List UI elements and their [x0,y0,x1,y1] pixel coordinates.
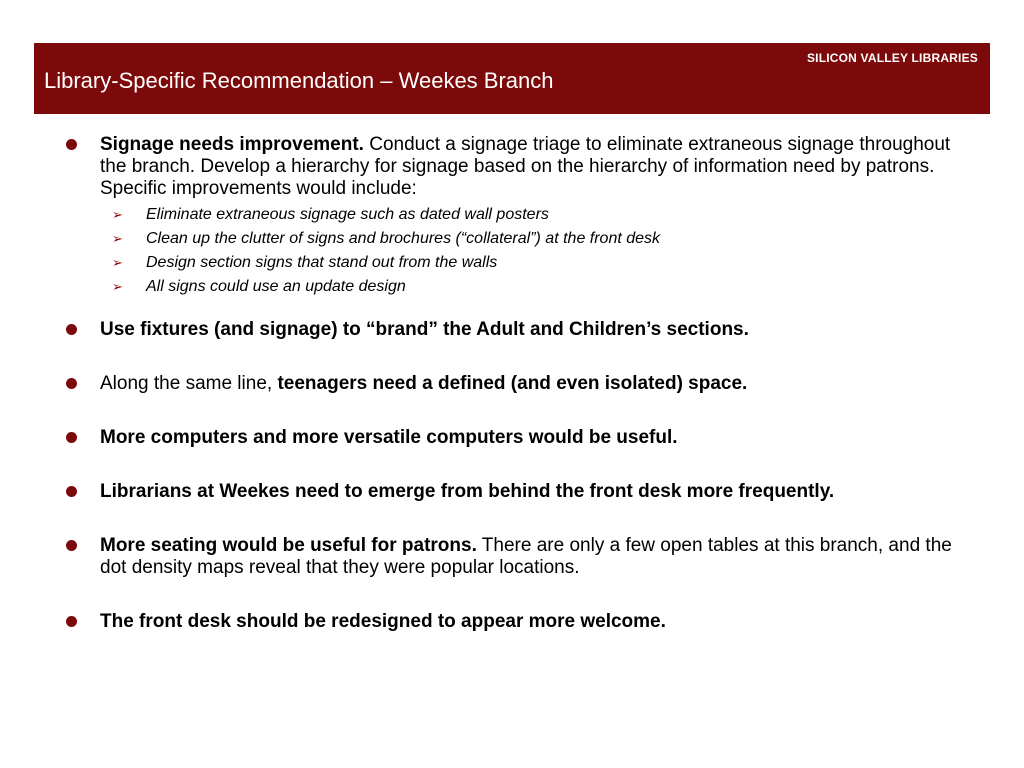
item-heading: More computers and more versatile computers would be useful. [100,427,678,448]
sub-item-text: Eliminate extraneous signage such as dated wall posters [146,206,549,223]
arrow-bullet-icon: ➢ [112,231,123,246]
header-banner [34,43,990,114]
bullet-list [66,134,966,633]
item-heading: Use fixtures (and signage) to “brand” the Adult and Children’s sections. [100,319,749,340]
list-item [66,611,966,633]
page-title: Library-Specific Recommendation – Weekes Branch [44,68,554,93]
bullet-icon [66,378,77,389]
list-item [66,134,966,299]
sub-item [100,251,966,275]
sub-item [100,227,966,251]
brand-label: SILICON VALLEY LIBRARIES [806,51,978,65]
bullet-icon [66,616,77,627]
bullet-icon [66,486,77,497]
item-text: Conduct a signage triage to eliminate extraneous signage throughout the branch. Develop a hierarchy for signage based on the hierarchy of information need by patrons. Specific improvements would include: [100,134,951,199]
list-item [66,535,966,579]
item-heading: More seating would be useful for patrons. [100,535,477,556]
sub-item-text: All signs could use an update design [146,278,406,295]
sub-list [100,203,966,299]
item-heading: teenagers need a defined (and even isolated) space. [277,373,748,394]
item-heading: The front desk should be redesigned to appear more welcome. [100,611,666,632]
item-text: There are only a few open tables at this branch, and the dot density maps reveal that they were popular locations. [100,535,952,578]
arrow-bullet-icon: ➢ [112,279,123,294]
sub-item [100,203,966,227]
bullet-icon [66,139,77,150]
bullet-icon [66,324,77,335]
item-text: Along the same line, [100,373,278,394]
arrow-bullet-icon: ➢ [112,255,123,270]
list-item [66,427,966,449]
arrow-bullet-icon: ➢ [112,207,123,222]
item-heading: Librarians at Weekes need to emerge from behind the front desk more frequently. [100,481,835,502]
bullet-icon [66,432,77,443]
item-heading: Signage needs improvement. [100,134,364,155]
bullet-icon [66,540,77,551]
list-item [66,481,966,503]
sub-item [100,275,966,299]
list-item [66,373,966,395]
sub-item-text: Design section signs that stand out from the walls [146,254,498,271]
sub-item-text: Clean up the clutter of signs and brochures (“collateral”) at the front desk [146,230,661,247]
list-item [66,319,966,341]
